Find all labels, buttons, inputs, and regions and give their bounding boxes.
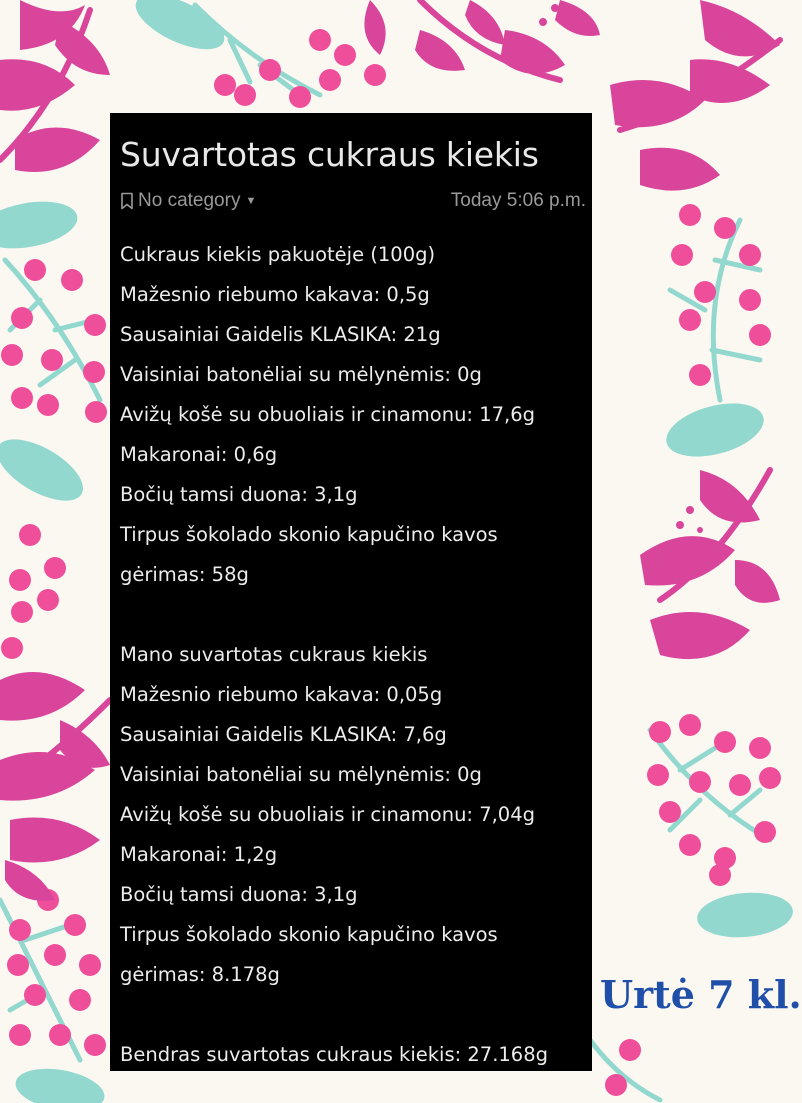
note-line: gėrimas: 8.178g	[120, 963, 280, 986]
note-line: Bočių tamsi duona: 3,1g	[120, 483, 358, 506]
note-line: Avižų košė su obuoliais ir cinamonu: 7,04g	[120, 803, 535, 826]
note-line: Makaronai: 0,6g	[120, 443, 278, 466]
note-title[interactable]: Suvartotas cukraus kiekis	[120, 135, 539, 174]
bookmark-icon	[120, 192, 134, 210]
note-line: Sausainiai Gaidelis KLASIKA: 7,6g	[120, 723, 447, 746]
note-line: Tirpus šokolado skonio kapučino kavos	[120, 923, 498, 946]
note-line: Mano suvartotas cukraus kiekis	[120, 643, 428, 666]
note-line: Makaronai: 1,2g	[120, 843, 278, 866]
caret-down-icon: ▼	[245, 195, 257, 207]
note-line: Sausainiai Gaidelis KLASIKA: 21g	[120, 323, 441, 346]
note-line: Avižų košė su obuoliais ir cinamonu: 17,6g	[120, 403, 535, 426]
note-screenshot	[110, 113, 592, 1071]
blank-line	[120, 595, 590, 635]
note-line: Tirpus šokolado skonio kapučino kavos	[120, 523, 498, 546]
note-line: Bendras suvartotas cukraus kiekis: 27.168g	[120, 1043, 549, 1066]
author-signature: Urtė 7 kl.	[600, 972, 802, 1017]
note-line: gėrimas: 58g	[120, 563, 249, 586]
note-line: Cukraus kiekis pakuotėje (100g)	[120, 243, 436, 266]
category-label: No category	[138, 190, 241, 211]
category-selector[interactable]	[120, 190, 256, 212]
note-line: Bočių tamsi duona: 3,1g	[120, 883, 358, 906]
note-timestamp: Today 5:06 p.m.	[450, 190, 586, 211]
note-meta-row	[120, 190, 586, 214]
note-line: Mažesnio riebumo kakava: 0,5g	[120, 283, 430, 306]
note-body[interactable]	[120, 235, 590, 1075]
note-line: Vaisiniai batonėliai su mėlynėmis: 0g	[120, 763, 482, 786]
blank-line	[120, 995, 590, 1035]
note-line: Vaisiniai batonėliai su mėlynėmis: 0g	[120, 363, 482, 386]
note-line: Mažesnio riebumo kakava: 0,05g	[120, 683, 443, 706]
